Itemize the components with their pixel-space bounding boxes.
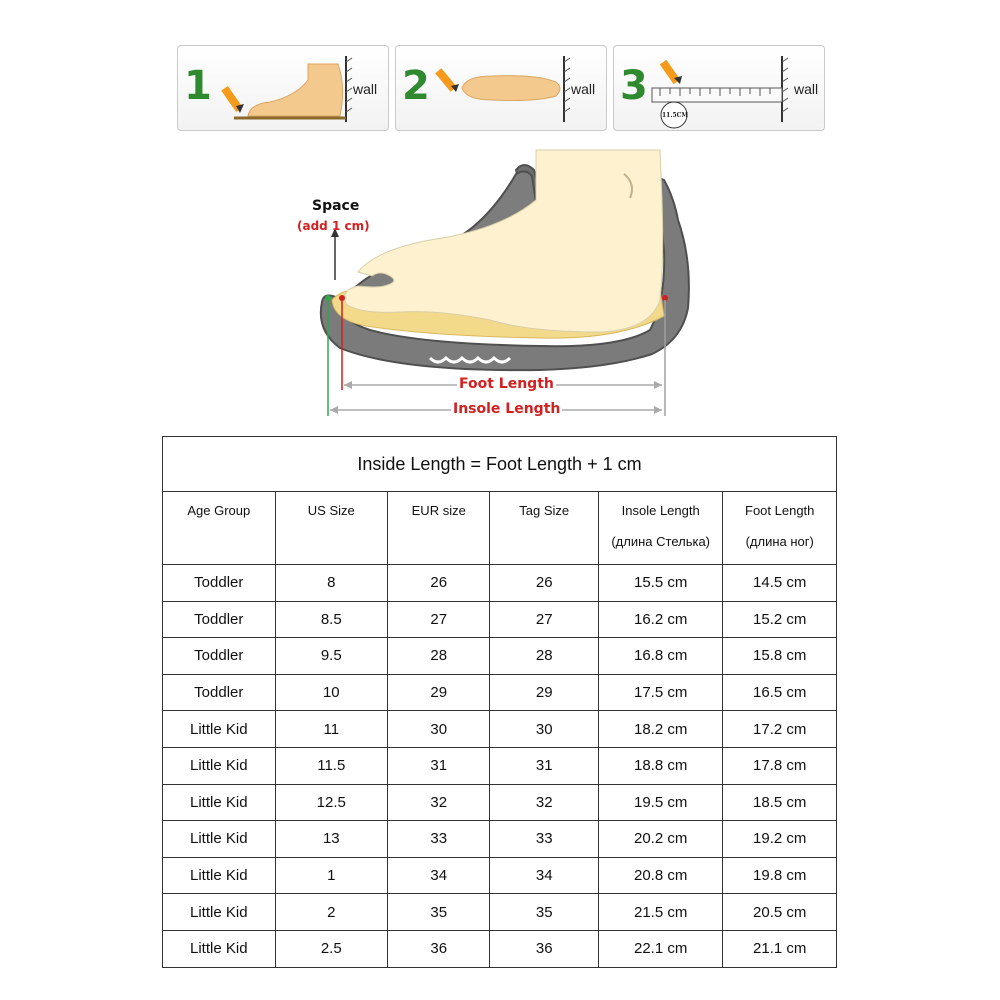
- cell-foot-length: 15.8 cm: [723, 638, 837, 675]
- space-label: Space: [312, 198, 360, 214]
- cell-tag-size: 35: [490, 894, 598, 931]
- cell-eur-size: 27: [388, 601, 490, 638]
- cell-insole-length: 18.8 cm: [598, 747, 723, 784]
- cell-foot-length: 18.5 cm: [723, 784, 837, 821]
- cell-tag-size: 29: [490, 674, 598, 711]
- cell-us-size: 8.5: [275, 601, 387, 638]
- step-1-panel: [177, 45, 389, 131]
- header-eur-size: EUR size: [388, 492, 490, 565]
- cell-eur-size: 30: [388, 711, 490, 748]
- cell-eur-size: 29: [388, 674, 490, 711]
- cell-foot-length: 17.2 cm: [723, 711, 837, 748]
- cell-tag-size: 26: [490, 565, 598, 602]
- size-chart-table: [162, 436, 837, 968]
- space-note: (add 1 cm): [297, 219, 370, 233]
- cell-us-size: 1: [275, 857, 387, 894]
- table-row: [163, 894, 837, 931]
- cell-tag-size: 28: [490, 638, 598, 675]
- cell-tag-size: 34: [490, 857, 598, 894]
- cell-tag-size: 30: [490, 711, 598, 748]
- wall-label: wall: [571, 81, 596, 97]
- pencil-icon: [221, 86, 244, 113]
- step-number: 1: [184, 63, 212, 109]
- cell-foot-length: 20.5 cm: [723, 894, 837, 931]
- cell-insole-length: 21.5 cm: [598, 894, 723, 931]
- cell-insole-length: 19.5 cm: [598, 784, 723, 821]
- cell-us-size: 8: [275, 565, 387, 602]
- header-insole-length: Insole Length (длина Стелька): [598, 492, 723, 565]
- cell-age-group: Little Kid: [163, 784, 276, 821]
- cell-eur-size: 35: [388, 894, 490, 931]
- wall-label: wall: [794, 81, 819, 97]
- table-row: [163, 930, 837, 967]
- cell-foot-length: 19.2 cm: [723, 821, 837, 858]
- cell-foot-length: 17.8 cm: [723, 747, 837, 784]
- insole-length-label: Insole Length: [453, 401, 561, 417]
- table-row: [163, 674, 837, 711]
- cell-insole-length: 20.2 cm: [598, 821, 723, 858]
- cell-us-size: 2: [275, 894, 387, 931]
- cell-insole-length: 20.8 cm: [598, 857, 723, 894]
- header-tag-size: Tag Size: [490, 492, 598, 565]
- cell-foot-length: 21.1 cm: [723, 930, 837, 967]
- table-header-row: [163, 492, 837, 565]
- ruler-measurement: 11.5CM: [662, 112, 689, 119]
- table-row: [163, 821, 837, 858]
- cell-foot-length: 14.5 cm: [723, 565, 837, 602]
- cell-age-group: Little Kid: [163, 857, 276, 894]
- cell-age-group: Little Kid: [163, 711, 276, 748]
- cell-insole-length: 15.5 cm: [598, 565, 723, 602]
- cell-age-group: Toddler: [163, 674, 276, 711]
- cell-insole-length: 17.5 cm: [598, 674, 723, 711]
- table-row: [163, 747, 837, 784]
- table-title: Inside Length = Foot Length + 1 cm: [163, 437, 837, 492]
- cell-us-size: 9.5: [275, 638, 387, 675]
- cell-eur-size: 31: [388, 747, 490, 784]
- cell-insole-length: 18.2 cm: [598, 711, 723, 748]
- table-row: [163, 711, 837, 748]
- foot-length-label: Foot Length: [459, 376, 554, 392]
- cell-tag-size: 31: [490, 747, 598, 784]
- table-row: [163, 601, 837, 638]
- cell-tag-size: 27: [490, 601, 598, 638]
- header-foot-length: Foot Length (длина ног): [723, 492, 837, 565]
- cell-age-group: Little Kid: [163, 821, 276, 858]
- table-row: [163, 784, 837, 821]
- cell-foot-length: 19.8 cm: [723, 857, 837, 894]
- cell-insole-length: 22.1 cm: [598, 930, 723, 967]
- cell-tag-size: 36: [490, 930, 598, 967]
- cell-tag-size: 32: [490, 784, 598, 821]
- step-2-panel: [395, 45, 607, 131]
- cell-age-group: Little Kid: [163, 930, 276, 967]
- step-number: 3: [620, 63, 648, 109]
- cell-age-group: Toddler: [163, 601, 276, 638]
- cell-foot-length: 15.2 cm: [723, 601, 837, 638]
- cell-age-group: Toddler: [163, 565, 276, 602]
- cell-us-size: 10: [275, 674, 387, 711]
- cell-us-size: 11: [275, 711, 387, 748]
- table-row: [163, 857, 837, 894]
- cell-eur-size: 26: [388, 565, 490, 602]
- pencil-icon: [435, 68, 459, 92]
- cell-us-size: 13: [275, 821, 387, 858]
- cell-foot-length: 16.5 cm: [723, 674, 837, 711]
- cell-age-group: Little Kid: [163, 894, 276, 931]
- table-row: [163, 638, 837, 675]
- cell-age-group: Little Kid: [163, 747, 276, 784]
- pencil-icon: [660, 60, 682, 84]
- cell-us-size: 12.5: [275, 784, 387, 821]
- cell-eur-size: 34: [388, 857, 490, 894]
- cell-insole-length: 16.2 cm: [598, 601, 723, 638]
- cell-insole-length: 16.8 cm: [598, 638, 723, 675]
- step-3-panel: [613, 45, 825, 131]
- cell-eur-size: 36: [388, 930, 490, 967]
- cell-age-group: Toddler: [163, 638, 276, 675]
- cell-eur-size: 33: [388, 821, 490, 858]
- cell-tag-size: 33: [490, 821, 598, 858]
- header-age-group: Age Group: [163, 492, 276, 565]
- cell-eur-size: 28: [388, 638, 490, 675]
- table-row: [163, 565, 837, 602]
- header-us-size: US Size: [275, 492, 387, 565]
- wall-label: wall: [353, 81, 378, 97]
- cell-eur-size: 32: [388, 784, 490, 821]
- step-number: 2: [402, 63, 430, 109]
- cell-us-size: 2.5: [275, 930, 387, 967]
- cell-us-size: 11.5: [275, 747, 387, 784]
